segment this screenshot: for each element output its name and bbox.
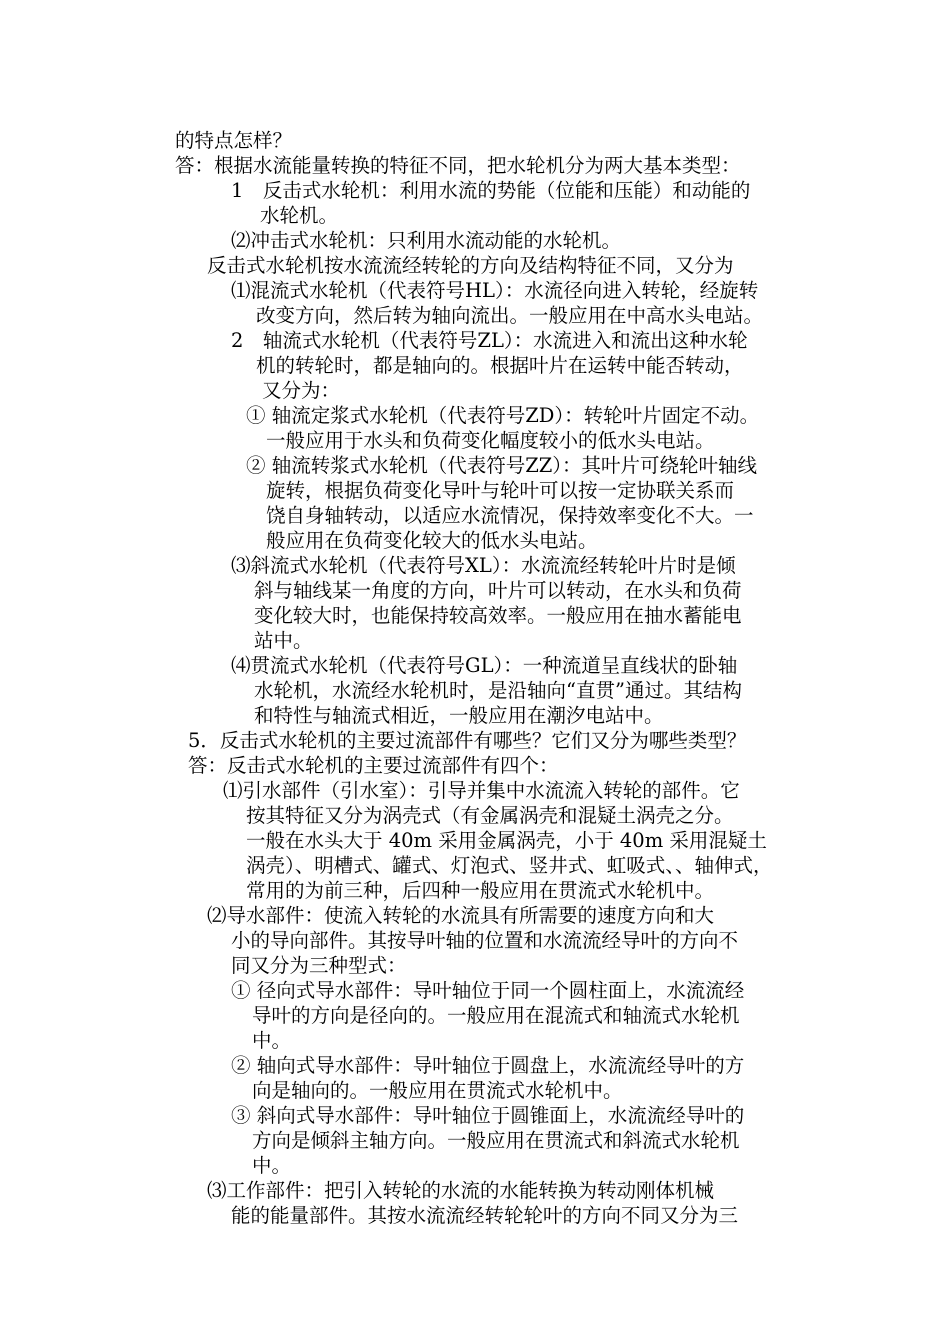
text-line: 能的能量部件。其按水流流经转轮轮叶的方向不同又分为三: [231, 1204, 739, 1227]
text-line: 涡壳）、明槽式、罐式、灯泡式、竖井式、虹吸式、、轴伸式，: [246, 854, 773, 877]
text-line: 般应用在负荷变化较大的低水头电站。: [266, 529, 598, 552]
text-line: 饶自身轴转动，以适应水流情况，保持效率变化不大。一: [266, 504, 754, 527]
text-line: 1 反击式水轮机：利用水流的势能（位能和压能）和动能的: [231, 179, 751, 202]
text-line: 站中。: [254, 629, 313, 652]
text-line: 水轮机。: [260, 204, 339, 227]
text-line: 又分为：: [262, 379, 341, 402]
text-line: 中。: [252, 1154, 292, 1177]
text-line: 改变方向，然后转为轴向流出。一般应用在中高水头电站。: [256, 304, 764, 327]
text-line: ⑶斜流式水轮机（代表符号XL）：水流流经转轮叶片时是倾: [231, 554, 736, 577]
text-line: ② 轴流转浆式水轮机（代表符号ZZ）：其叶片可绕轮叶轴线: [246, 454, 758, 477]
text-line: 常用的为前三种，后四种一般应用在贯流式水轮机中。: [246, 879, 715, 902]
text-line: 的特点怎样？: [175, 129, 293, 152]
text-line: 变化较大时，也能保持较高效率。一般应用在抽水蓄能电: [254, 604, 742, 627]
text-line: ⑶工作部件：把引入转轮的水流的水能转换为转动刚体机械: [207, 1179, 715, 1202]
text-line: 按其特征又分为涡壳式（有金属涡壳和混疑土涡壳之分。: [246, 804, 734, 827]
text-line: 向是轴向的。一般应用在贯流式水轮机中。: [252, 1079, 623, 1102]
text-line: 2 轴流式水轮机（代表符号ZL）：水流进入和流出这种水轮: [231, 329, 748, 352]
text-line: 答：反击式水轮机的主要过流部件有四个：: [188, 754, 559, 777]
text-line: 水轮机，水流经水轮机时，是沿轴向“直贯”通过。其结构: [254, 679, 742, 702]
text-line: 答：根据水流能量转换的特征不同，把水轮机分为两大基本类型：: [175, 154, 741, 177]
text-line: 一般应用于水头和负荷变化幅度较小的低水头电站。: [266, 429, 715, 452]
text-line: 方向是倾斜主轴方向。一般应用在贯流式和斜流式水轮机: [252, 1129, 740, 1152]
text-line: 反击式水轮机按水流流经转轮的方向及结构特征不同，又分为: [207, 254, 734, 277]
text-line: ⑵导水部件：使流入转轮的水流具有所需要的速度方向和大: [207, 904, 715, 927]
text-line: ⑴混流式水轮机（代表符号HL）：水流径向进入转轮，经旋转: [231, 279, 759, 302]
text-line: ③ 斜向式导水部件：导叶轴位于圆锥面上，水流流经导叶的: [231, 1104, 745, 1127]
text-line: ① 轴流定浆式水轮机（代表符号ZD）：转轮叶片固定不动。: [246, 404, 760, 427]
text-line: ⑷贯流式水轮机（代表符号GL）：一种流道呈直线状的卧轴: [231, 654, 738, 677]
text-line: 导叶的方向是径向的。一般应用在混流式和轴流式水轮机: [252, 1004, 740, 1027]
text-line: 中。: [252, 1029, 292, 1052]
text-line: 机的转轮时，都是轴向的。根据叶片在运转中能否转动，: [256, 354, 744, 377]
text-line: ① 径向式导水部件：导叶轴位于同一个圆柱面上，水流流经: [231, 979, 745, 1002]
text-line: 同又分为三种型式：: [231, 954, 407, 977]
text-line: ⑴引水部件（引水室）：引导并集中水流流入转轮的部件。它: [223, 779, 740, 802]
text-line: ② 轴向式导水部件：导叶轴位于圆盘上，水流流经导叶的方: [231, 1054, 745, 1077]
text-line: 旋转，根据负荷变化导叶与轮叶可以按一定协联关系而: [266, 479, 735, 502]
text-line: 小的导向部件。其按导叶轴的位置和水流流经导叶的方向不: [231, 929, 739, 952]
text-line: 5．反击式水轮机的主要过流部件有哪些？它们又分为哪些类型？: [188, 729, 747, 752]
text-line: ⑵冲击式水轮机：只利用水流动能的水轮机。: [231, 229, 622, 252]
text-line: 一般在水头大于 40m 采用金属涡壳，小于 40m 采用混疑土: [246, 829, 767, 852]
text-line: 和特性与轴流式相近，一般应用在潮汐电站中。: [254, 704, 664, 727]
text-line: 斜与轴线某一角度的方向，叶片可以转动，在水头和负荷: [254, 579, 742, 602]
